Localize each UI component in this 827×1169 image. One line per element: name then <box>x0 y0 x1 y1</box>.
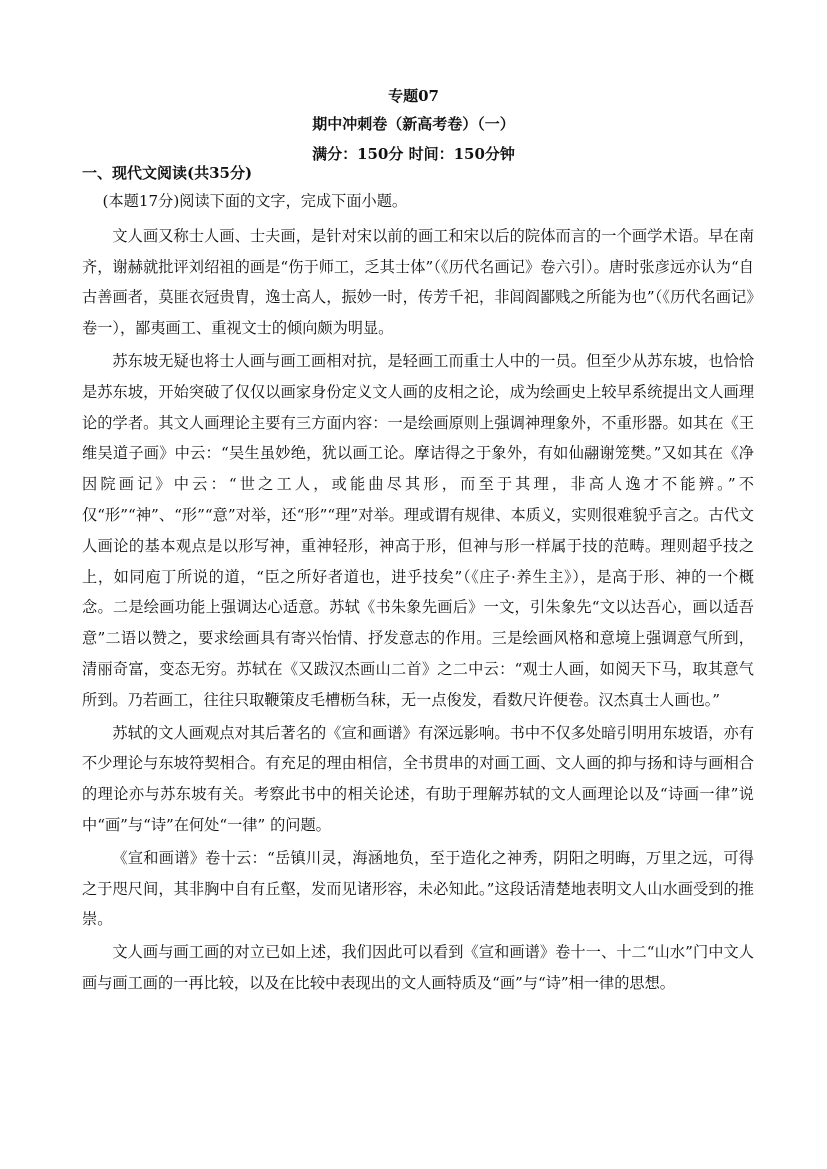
paragraph-5: 文人画与画工画的对立已如上述，我们因此可以看到《宣和画谱》卷十一、十二“山水”门中文人画与画工画的一再比较，以及在比较中表现出的文人画特质及“画”与“诗”相一律的思想。 <box>82 943 754 992</box>
series-label <box>0 86 827 106</box>
paragraph-3: 苏轼的文人画观点对其后著名的《宣和画谱》有深远影响。书中不仅多处暗引明用东坡语，亦有不少理论与东坡符契相合。有充足的理由相信，全书贯串的对画工画、文人画的抑与扬和诗与画相合的理论亦与苏东坡有关。考察此书中的相关论述，有助于理解苏轼的文人画理论以及“诗画一律”说中“画”与“诗”在何处“一律” 的问题。 <box>82 723 754 834</box>
instruction-text: (本题17分)阅读下面的文字，完成下面小题。 <box>102 192 408 210</box>
exam-title: 期中冲刺卷（新高考卷）（一） <box>312 115 515 133</box>
paragraph-1: 文人画又称士人画、士夫画，是针对宋以前的画工和宋以后的院体而言的一个画学术语。早在南齐，谢赫就批评刘绍祖的画是“伤于师工，乏其士体”（《历代名画记》卷六引）。唐时张彦远亦认为“自古善画者，莫匪衣冠贵胄，逸士高人，振妙一时，传芳千祀，非闾阎鄙贱之所能为也”（《历代名画记》卷一），鄙夷画工、重视文士的倾向颇为明显。 <box>82 226 754 338</box>
section-heading: 一、现代文阅读(共35分) <box>82 164 253 182</box>
series-label-text: 专题07 <box>388 87 439 105</box>
reading-passage <box>82 186 754 999</box>
paragraph-4: 《宣和画谱》卷十云：“岳镇川灵，海涵地负，至于造化之神秀，阴阳之明晦，万里之远，可得之于咫尺间，其非胸中自有丘壑，发而见诸形容，未必知此。”这段话清楚地表明文人山水画受到的推崇。 <box>82 848 754 929</box>
paragraph-2: 苏东坡无疑也将士人画与画工画相对抗，是轻画工而重士人中的一员。但至少从苏东坡，也恰恰是苏东坡，开始突破了仅仅以画家身份定义文人画的皮相之论，成为绘画史上较早系统提出文人画理论的学者。其文人画理论主要有三方面内容：一是绘画原则上强调神理象外，不重形器。如其在《王维吴道子画》中云：“吴生虽妙绝，犹以画工论。摩诘得之于象外，有如仙翮谢笼樊。”又如其在《净因院画记》中云：“世之工人，或能曲尽其形，而至于其理，非高人逸才不能辨。”不仅“形”“神”、“形”“意”对举，还“形”“理”对举。理或谓有规律、本质义，实则很难貌乎言之。古代文人画论的基本观点是以形写神，重神轻形，神高于形，但神与形一样属于技的范畴。理则超乎技之上，如同庖丁所说的道，“臣之所好者道也，进乎技矣”（《庄子·养生主》），是高于形、神的一个概念。二是绘画功能上强调达心适意。苏轼《书朱象先画后》一文，引朱象先“文以达吾心，画以适吾意”二语以赞之，要求绘画具有寄兴怡情、抒发意志的作用。三是绘画风格和意境上强调意气所到，清丽奇富，变态无穷。苏轼在《又跋汉杰画山二首》之二中云：“观士人画，如阅天下马，取其意气所到。乃若画工，往往只取鞭策皮毛槽枥刍秣，无一点俊发，看数尺许便卷。汉杰真士人画也。” <box>82 351 754 709</box>
exam-meta: 满分：150分 时间：150分钟 <box>312 145 515 163</box>
